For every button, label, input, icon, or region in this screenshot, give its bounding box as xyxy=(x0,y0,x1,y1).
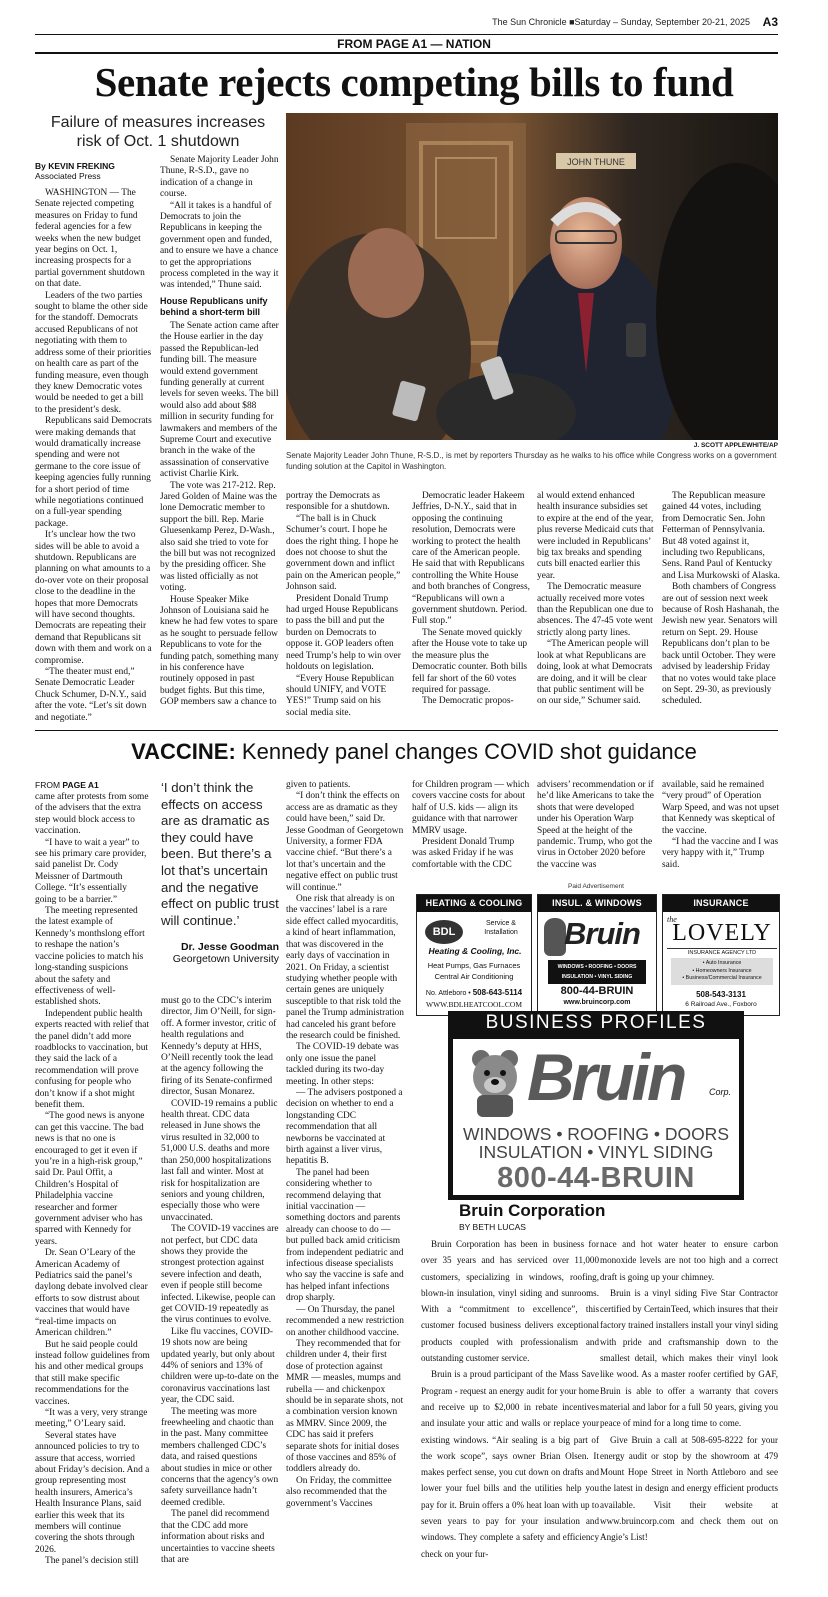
paragraph: COVID-19 remains a public health threat. CDC data released in June shows the virus resulted in 32,000 to 51,000 U.S. deaths and more than 250,000 hospitalizations last fall and winter. Most at risk for hospitalization are seniors and young children, especially those who were unvaccinated. xyxy=(161,1098,278,1223)
bruin-logo-small: Bruin xyxy=(564,916,640,951)
paragraph: Independent public health experts reacted with relief that the panel didn’t add more roadblocks to vaccination, but they said the lack of a recommendation will prove confusing for people who don’t know if a shot might benefit them. xyxy=(35,1008,150,1110)
paragraph: “All it takes is a handful of Democrats to join the Republicans in keeping the government open and funded, and to ensure we have a chance to get the appropriations process completed in the way it was intended,” Thune said. xyxy=(160,200,279,291)
ad-heading: INSUL. & WINDOWS xyxy=(538,895,656,912)
ad-heating-cooling[interactable] xyxy=(416,894,532,1016)
ad-insulation-windows[interactable] xyxy=(537,894,657,1016)
bdl-logo: BDL xyxy=(425,920,463,944)
ad-text: Service & xyxy=(486,920,516,927)
byline-name: By KEVIN FREKING xyxy=(35,161,115,171)
headline-text: Kennedy panel changes COVID shot guidance xyxy=(241,739,697,764)
ad-agency: INSURANCE AGENCY LTD xyxy=(667,948,777,956)
paragraph: The COVID-19 vaccines are not perfect, but CDC data shows they provide the strongest protection against severe infection and death, even if people still become infected. Likewise, people can get COVID-19 repeatedly as the virus continues to evolve. xyxy=(161,1224,279,1326)
paragraph: — The advisers postponed a decision on whether to end a longstanding CDC recommendation that all newborns be vaccinated at birth against a liver virus, hepatitis B. xyxy=(286,1087,403,1167)
paragraph: advisers’ recommendation or if he’d like Americans to take the shots that were developed under his Operation Warp Speed at the height of the pandemic. Trump, who got the virus in October 2020 before the vaccine was xyxy=(537,780,654,870)
bruin-services-line2: INSULATION • VINYL SIDING xyxy=(478,1142,714,1162)
ad-web: WWW.BDLHEATCOOL.COM xyxy=(426,1000,522,1009)
article1-col6 xyxy=(662,491,780,708)
article1-col1 xyxy=(35,188,152,724)
headline-vaccine xyxy=(0,738,828,766)
paragraph: “The good news is anyone can get this vaccine. The bad news is that no one is encouraged to get it even if you’re in a high-risk group,” said Dr. Paul Offit, a Children’s Hospital of Philadelphia vaccine researcher and former government adviser who has sparred with Kennedy for years. xyxy=(35,1111,145,1247)
article1-col3 xyxy=(286,491,404,719)
photo-credit: J. SCOTT APPLEWHITE/AP xyxy=(693,442,778,449)
bruin-services-line1: WINDOWS • ROOFING • DOORS xyxy=(463,1124,729,1144)
paragraph: Give Bruin a call at 508-695-8222 for your energy audit or stop by the showroom at 479 Mount Hope Street in North Attleboro and see the latest in design and energy efficient products available. Visit their website at www.bruincorp.com and check them out on Angie’s List! xyxy=(600,1434,778,1543)
paragraph: They recommended that for children under 4, their first dose of protection against MMR — measles, mumps and rubella — and chickenpox should be in separate shots, not a combination version known as MMRV. Since 2009, the CDC has said it prefers separate shots for initial doses of those vaccines and 85% of toddlers already do. xyxy=(286,1338,404,1475)
ad-text: Installation xyxy=(484,929,518,936)
ad-list-item: • Business/Commercial Insurance xyxy=(682,975,762,981)
paragraph: Bruin Corporation has been in business for over 35 years and has serviced over 11,000 customers, specializing in windows, roofing, blown-in insulation, vinyl siding and sunrooms. With a “commitment to excellence”, this customer focused business delivers exceptional products coupled with professionalism and outstanding customer service. xyxy=(421,1239,599,1364)
page-number: A3 xyxy=(762,15,778,29)
bruin-ad-large[interactable] xyxy=(448,1034,744,1200)
lovely-logo: LOVELY xyxy=(672,920,772,946)
paragraph: Bruin is a vinyl siding Five Star Contractor certified by CertainTeed, which insures that their factory trained installers install your vinyl siding with pride and craftsmanship down to the smallest detail, which makes their vinyl look like wood. As a master roofer certified by GAF, Bruin is able to offer a warranty that covers material and labor for a full 50 years, giving you peace of mind for a long time to come. xyxy=(600,1287,778,1429)
paragraph: “The American people will look at what Republicans are doing, look at what Democrats are doing, and it will be clear that public sentiment will be on our side,” Schumer said. xyxy=(537,639,653,707)
paid-advertisement-label: Paid Advertisement xyxy=(567,883,624,890)
profile-col-left xyxy=(421,1236,599,1562)
pull-quote-affiliation: Georgetown University xyxy=(172,953,279,966)
photo-illustration xyxy=(286,113,778,440)
paragraph: The Democratic propos- xyxy=(422,696,514,707)
from-label: FROM xyxy=(35,780,61,790)
paragraph: President Donald Trump had urged House Republicans to pass the bill and put the burden on Democrats to oppose it. GOP leaders often need Trump’s help to win over holdouts on legislation. xyxy=(286,593,401,673)
article1-col2 xyxy=(160,155,279,709)
paragraph: Bruin is a proud participant of the Mass Save Program - request an energy audit for your home and receive up to $2,000 in rebate incentives and insulate your attic and walls or replace your existing windows. “Air sealing is a big part of the work scope”, says owner Brian Olsen. It makes perfect sense, you cut down on drafts and lower your fuel bills and the utilities help you pay for it. Bruin offers a 0% heat loan with up to seven years to pay for your insulation and windows. They complete a safety and efficiency check on your fur- xyxy=(421,1369,599,1559)
paragraph: Senate Majority Leader John Thune, R-S.D., gave no indication of a change in course. xyxy=(160,155,279,200)
byline xyxy=(35,161,115,181)
profile-title: Bruin Corporation xyxy=(459,1201,606,1220)
paragraph: The meeting was more freewheeling and chaotic than in the past. Many committee members challenged CDC’s data, and raised questions about studies in mice or other concerns that the agency’s own safety surveillance hadn’t deemed credible. xyxy=(161,1406,279,1508)
ad-web: www.bruincorp.com xyxy=(563,999,631,1006)
paragraph: President Donald Trump was asked Friday if he was comfortable with the CDC xyxy=(412,837,515,870)
ad-phone: 508-643-5114 xyxy=(472,988,523,997)
paragraph: The Senate moved quickly after the House vote to take up the measure plus the Democratic counter. Both bills fell far short of the 60 votes required for passage. xyxy=(412,627,528,695)
paragraph: “It was a very, very strange meeting,” O’Leary said. xyxy=(35,1407,148,1430)
article2-col4 xyxy=(412,780,530,871)
paragraph: came after protests from some of the advisers that the extra step would block access to vaccination. xyxy=(35,792,149,837)
paragraph: It’s unclear how the two sides will be able to avoid a shutdown. Republicans are planning on what amounts to a do-over vote on their proposal close to the deadline in the hopes that more Democrats will have second thoughts. Democrats are repeating their demand that Republicans sit down with them and work on a compromise. xyxy=(35,530,152,666)
ad-insurance[interactable] xyxy=(662,894,780,1016)
ad-phone: 800-44-BRUIN xyxy=(560,985,634,997)
pull-quote-text: ‘I don’t think the effects on access are as dramatic as they could have been. But there’s a lot that’s uncertain and the negative effect on public trust will continue.’ xyxy=(161,780,279,928)
paragraph: “I had the vaccine and I was very happy with it,” Trump said. xyxy=(662,837,779,870)
profile-col-right xyxy=(600,1236,778,1546)
paragraph: for Children program — which covers vaccine costs for about half of U.S. kids — align its guidance with that narrower MMRV usage. xyxy=(412,780,530,836)
paragraph: The COVID-19 debate was only one issue the panel tackled during its two-day meeting. In other steps: xyxy=(286,1042,399,1087)
paragraph: House Speaker Mike Johnson of Louisiana said he knew he had few votes to spare as he sought to persuade fellow Republicans to vote for the funding patch, something many in his conference have routinely opposed in past budget fights. But this time, GOP members saw a chance to xyxy=(160,594,279,708)
paragraph: Several states have announced policies to try to assure that access, worried about Friday’s decision. And a group representing most health insurers, America’s Health Insurance Plans, said earlier this week that its members will continue covering the shots through 2026. xyxy=(35,1430,150,1555)
paragraph: The meeting represented the latest example of Kennedy’s monthslong effort to reshape the nation’s vaccine policies to match his long-standing suspicions about the safety and effectiveness of well-established shots. xyxy=(35,906,145,1008)
paragraph: One risk that already is on the vaccines’ label is a rare side effect called myocarditis, a kind of heart inflammation, that was discovered in the early days of vaccination in 2021. On Friday, a scientist studying whether people with certain genes are uniquely susceptible to that risk told the panel the Trump administration had canceled his grant before the research could be finished. xyxy=(286,894,404,1041)
headline-kicker: VACCINE: xyxy=(131,739,236,764)
bruin-logo-large: Bruin xyxy=(527,1040,685,1114)
ad-phone: 508-543-3131 xyxy=(696,990,746,999)
paragraph: “Every House Republican should UNIFY, and VOTE YES!” Trump said on his social media site. xyxy=(286,673,394,718)
article2-col6 xyxy=(662,780,780,871)
bear-mascot-icon xyxy=(467,1047,523,1119)
ad-text: WINDOWS • ROOFING • DOORS xyxy=(557,964,637,970)
business-profiles-header: BUSINESS PROFILES xyxy=(448,1011,744,1034)
headline-senate: Senate rejects competing bills to fund xyxy=(94,59,734,105)
paragraph: The panel’s decision still xyxy=(45,1556,139,1567)
pull-quote xyxy=(161,780,279,965)
bruin-phone: 800-44-BRUIN xyxy=(497,1162,695,1194)
article2-col2 xyxy=(161,996,279,1566)
article2-col1 xyxy=(35,792,150,1568)
lovely-logo-the: the xyxy=(667,915,677,924)
ad-text: Heat Pumps, Gas Furnaces xyxy=(427,961,521,970)
bear-icon xyxy=(544,918,566,956)
paragraph: The panel had been considering whether to recommend delaying that initial vaccination — something doctors and parents already can choose to do — but pulled back amid criticism from independent pediatric and infectious disease specialists who say the vaccine is safe and has helped infant infections drop sharply. xyxy=(286,1167,404,1304)
paragraph: Republicans said Democrats were making demands that would dramatically increase spending and were not germane to the core issue of keeping agencies fully running for a short period of time while negotiations continued on a full-year spending package. xyxy=(35,416,152,529)
paragraph: al would extend enhanced health insurance subsidies set to expire at the end of the year, plus reverse Medicaid cuts that were included in Republicans’ big tax breaks and spending cuts bill enacted earlier this year. xyxy=(537,491,654,581)
paragraph: available, said he remained “very proud” of Operation Warp Speed, and was not upset that Kennedy was skeptical of the vaccine. xyxy=(662,780,779,836)
paragraph: Both chambers of Congress are out of session next week because of Rosh Hashanah, the Jewish new year. Senators will return on Sept. 29. House Republicans don’t plan to be back until October. They were advised by leadership Friday that no votes would take place on Sept. 29-30, as previously scheduled. xyxy=(662,582,779,707)
paragraph: “I don’t think the effects on access are as dramatic as they could have been,” said Dr. Jesse Goodman of Georgetown University, a former FDA vaccine chief. “But there’s a lot that’s uncertain and the negative effect on public trust will continue.” xyxy=(286,791,404,893)
paragraph: Democratic leader Hakeem Jeffries, D-N.Y., said that in opposing the continuing resolution, Democrats were working to protect the health care of the American people. He said that with Republicans controlling the White House and both branches of Congress, “Republicans will own a government shutdown. Period. Full stop.” xyxy=(412,491,530,627)
photo-caption: Senate Majority Leader John Thune, R-S.D., is met by reporters Thursday as he walks to his office while Congress works on a government funding solution at the Capitol in Washington. xyxy=(286,451,777,471)
thune-photo xyxy=(286,113,778,440)
ad-address: 6 Railroad Ave., Foxboro xyxy=(685,1001,757,1008)
ad-heading: HEATING & COOLING xyxy=(417,895,531,912)
paragraph: “I have to wait a year” to see his primary care provider, said panelist Dr. Cody Meissner of Dartmouth College. “It’s essentially going to be a barrier.” xyxy=(35,837,147,905)
byline-agency: Associated Press xyxy=(35,171,101,181)
article2-col3 xyxy=(286,780,404,1510)
paragraph: The Republican measure gained 44 votes, including from Democratic Sen. John Fetterman of Pennsylvania. But 48 voted against it, including two Republicans, Sens. Rand Paul of Kentucky and Lisa Murkowski of Alaska. xyxy=(662,491,780,581)
paragraph: Dr. Sean O’Leary of the American Academy of Pediatrics said the panel’s daylong debate involved clear efforts to sow distrust about vaccines that would have “real-time impacts on American children.” xyxy=(35,1248,148,1339)
paragraph: The panel did recommend that the CDC add more information about risks and uncertainties to vaccine sheets that are xyxy=(161,1509,275,1565)
paragraph: portray the Democrats as responsible for a shutdown. xyxy=(286,491,390,513)
article2-col5 xyxy=(537,780,655,871)
nameplate-text: JOHN THUNE xyxy=(567,157,625,167)
paragraph: Leaders of the two parties sought to blame the other side for the standoff. Democrats accused Republicans of not negotiating with them to address some of their priorities on health care as part of the funding measure, even though they knew Democratic votes would be needed to get a bill to the president’s desk. xyxy=(35,290,152,415)
paragraph: The vote was 217-212. Rep. Jared Golden of Maine was the lone Democratic member to support the bill. Rep. Marie Gluesenkamp Perez, D-Wash., also said she tried to vote for the bill but was not recognized by the presiding officer. She was listed officially as not voting. xyxy=(160,480,277,594)
paragraph: The Senate action came after the House earlier in the day passed the Republican-led funding bill. The measure would extend government funding generally at current levels for seven weeks. The bill would also add about $88 million in security funding for lawmakers and members of the Supreme Court and executive branch in the wake of the assassination of conservative activist Charlie Kirk. xyxy=(160,320,279,480)
paragraph: Like flu vaccines, COVID-19 shots now are being updated yearly, but only about 44% of seniors and 13% of children were up-to-date on the coronavirus vaccinations last year, the CDC said. xyxy=(161,1326,279,1406)
paragraph: “The theater must end,” Senate Democratic Leader Chuck Schumer, D-N.Y., said after the vote. “Let’s sit down and negotiate.” xyxy=(35,667,147,723)
ad-text: Central Air Conditioning xyxy=(434,972,514,981)
bruin-logo-corp: Corp. xyxy=(708,1087,731,1097)
article1-subhead: House Republicans unify behind a short-term bill xyxy=(160,295,268,317)
section-label: FROM PAGE A1 — NATION xyxy=(337,37,491,51)
paragraph: must go to the CDC’s interim director, Jim O’Neill, for sign-off. A former investor, critic of health regulations and Kennedy’s deputy at HHS, O’Neill recently took the lead at the agency following the firing of its Senate-confirmed director, Susan Monarez. xyxy=(161,996,277,1098)
pull-quote-name: Dr. Jesse Goodman xyxy=(180,941,279,954)
ad-list-item: • Auto Insurance xyxy=(702,960,742,966)
paragraph: “The ball is in Chuck Schumer’s court. I hope he does the right thing. I hope he does not choose to shut the government down and inflict pain on the American people,” Johnson said. xyxy=(286,513,401,593)
ad-company: Heating & Cooling, Inc. xyxy=(428,946,522,956)
paragraph: On Friday, the committee also recommended that the government’s Vaccines xyxy=(286,1475,392,1509)
paragraph: — On Thursday, the panel recommended a new restriction on another childhood vaccine. xyxy=(286,1304,404,1338)
from-page xyxy=(35,780,99,790)
paragraph: The Democratic measure actually received more votes than the Republican one due to absences. The 47-45 vote went strictly along party lines. xyxy=(537,582,654,638)
ad-list-item: • Homeowners Insurance xyxy=(692,967,752,974)
paper-date: The Sun Chronicle ■Saturday – Sunday, September 20-21, 2025 xyxy=(492,17,750,27)
paragraph: But he said people could instead follow guidelines from his and other medical groups that still make specific recommendations for the vaccines. xyxy=(35,1339,150,1407)
subhead-senate: Failure of measures increases risk of Oct. 1 shutdown xyxy=(50,114,266,150)
profile-byline: BY BETH LUCAS xyxy=(459,1222,526,1232)
ad-text: INSULATION • VINYL SIDING xyxy=(561,974,633,980)
paragraph: nace and hot water heater to ensure carbon monoxide levels are not too high and a correct draft is going up your chimney. xyxy=(600,1239,778,1282)
article1-col5 xyxy=(537,491,655,708)
article1-col4 xyxy=(412,491,530,708)
paragraph: WASHINGTON — The Senate rejected competing measures on Friday to fund federal agencies for a few weeks when the new budget year begins on Oct. 1, increasing prospects for a partial government shutdown on that date. xyxy=(35,188,145,290)
ad-town: No. Attleboro • xyxy=(425,990,471,997)
paragraph: given to patients. xyxy=(286,780,351,790)
ad-heading: INSURANCE xyxy=(663,895,779,912)
from-page-ref: PAGE A1 xyxy=(62,780,99,790)
